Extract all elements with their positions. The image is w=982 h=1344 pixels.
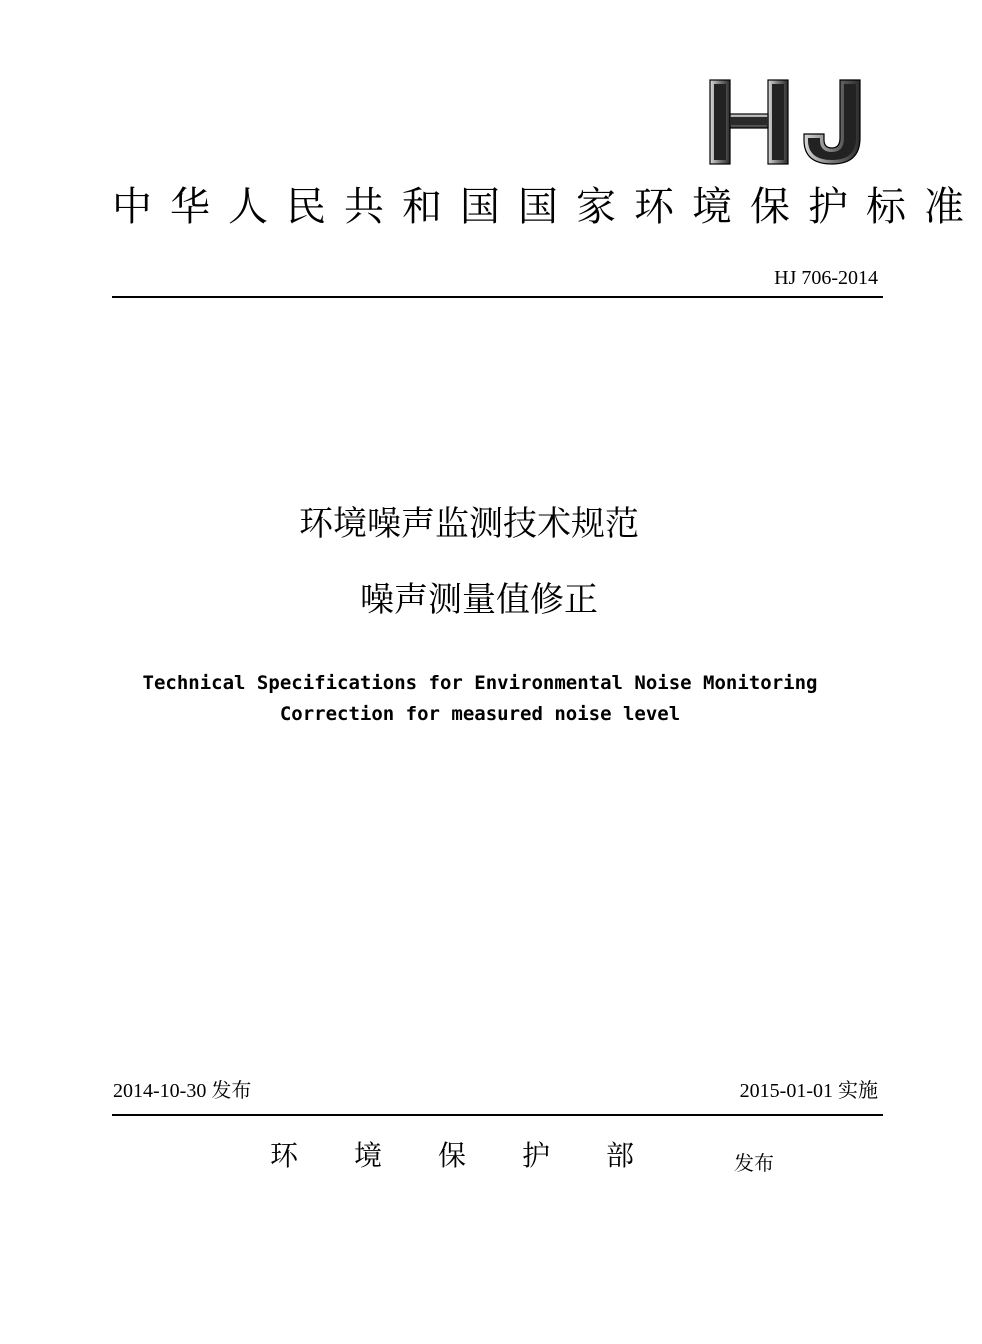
title-en-line1: Technical Specifications for Environmental Noise Monitoring	[142, 672, 818, 694]
issue-label: 发布	[734, 1151, 774, 1175]
issue-date: 2014-10-30 发布	[113, 1080, 252, 1102]
title-en-line2: Correction for measured noise level	[279, 703, 681, 725]
issuing-authority: 环境保护部	[270, 1139, 691, 1172]
logo-text: HJ	[706, 61, 723, 80]
top-divider	[112, 296, 883, 298]
title-cn-line1: 环境噪声监测技术规范	[299, 504, 639, 544]
standard-number: HJ 706-2014	[774, 267, 878, 289]
title-cn-line2: 噪声测量值修正	[360, 580, 598, 620]
bottom-divider	[112, 1114, 883, 1116]
national-standard-heading: 中华人民共和国国家环境保护标准	[112, 184, 982, 230]
hj-logo	[706, 61, 864, 168]
implementation-date: 2015-01-01 实施	[739, 1080, 878, 1102]
